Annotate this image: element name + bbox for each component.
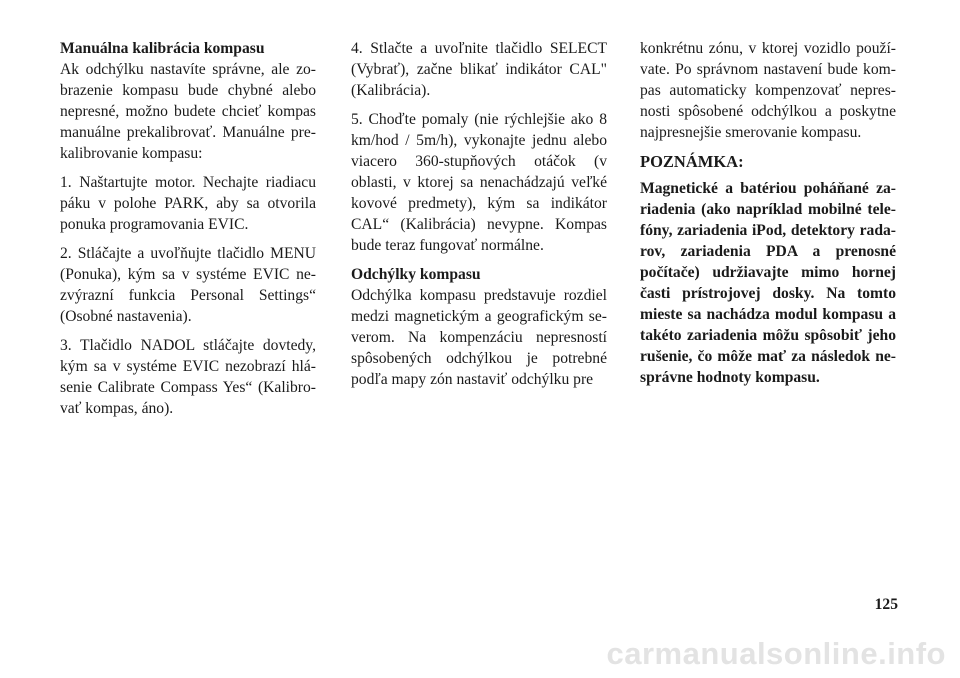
section-heading-manual-calibration: Manuálna kalibrácia kompasu <box>60 40 265 57</box>
text-column-1 <box>60 38 316 427</box>
paragraph-intro: Ak odchýlku nastavíte správne, ale zobrazenie kompasu bude chybné alebo nepresné, možno budete chcieť kompas manuálne prekalibrovať. Manuálne prekalibrovanie kompasu: <box>60 61 316 162</box>
step-5: 5. Choďte pomaly (nie rýchlejšie ako 8 km/hod / 5m/h), vykonajte jednu alebo viacero 360-stupňových otáčok (v oblasti, v ktorej sa nenachádzajú veľké kovové predmety), kým sa indikátor CAL“ (Kalibrácia) nevypne. Kompas bude teraz fungovať normálne. <box>351 111 607 254</box>
section-heading-compass-variance: Odchýlky kompasu <box>351 266 481 283</box>
step-4: 4. Stlačte a uvoľnite tlačidlo SELECT (Vybrať), začne blikať indikátor CAL" (Kalibrácia). <box>351 40 607 99</box>
paragraph-variance: Odchýlka kompasu predstavuje rozdiel medzi magnetickým a geografickým severom. Na kompenzáciu nepresností spôsobených odchýlkou je potrebné podľa mapy zón nastaviť odchýlku pre <box>351 287 607 388</box>
note-body: Magnetické a batériou poháňané zariadenia (ako napríklad mobilné telefóny, zariadenia iPod, detektory radarov, zariadenia PDA a prenosné počítače) udržiavajte mimo hornej časti prístrojovej dosky. Na tomto mieste sa nachádza modul kompasu a takéto zariadenia môžu spôsobiť jeho rušenie, čo môže mať za následok nesprávne hodnoty kompasu. <box>640 180 896 386</box>
step-1: 1. Naštartujte motor. Nechajte riadiacu páku v polohe PARK, aby sa otvorila ponuka programovania EVIC. <box>60 174 316 233</box>
paragraph-variance-continued: konkrétnu zónu, v ktorej vozidlo používate. Po správnom nastavení bude kompas automaticky kompenzovať nepresnosti spôsobené odchýlkou a poskytne najpresnejšie smerovanie kompasu. <box>640 40 896 141</box>
watermark: carmanualsonline.info <box>606 636 946 671</box>
page-number: 125 <box>874 596 898 613</box>
text-column-2 <box>351 38 607 398</box>
step-3: 3. Tlačidlo NADOL stláčajte dovtedy, kým sa v systéme EVIC nezobrazí hlásenie Calibrate Compass Yes“ (Kalibrovať kompas, áno). <box>60 337 316 417</box>
text-column-3 <box>640 38 896 396</box>
step-2: 2. Stláčajte a uvoľňujte tlačidlo MENU (Ponuka), kým sa v systéme EVIC nezvýrazní funkcia Personal Settings“ (Osobné nastavenia). <box>60 245 316 325</box>
note-heading: POZNÁMKA: <box>640 152 744 171</box>
